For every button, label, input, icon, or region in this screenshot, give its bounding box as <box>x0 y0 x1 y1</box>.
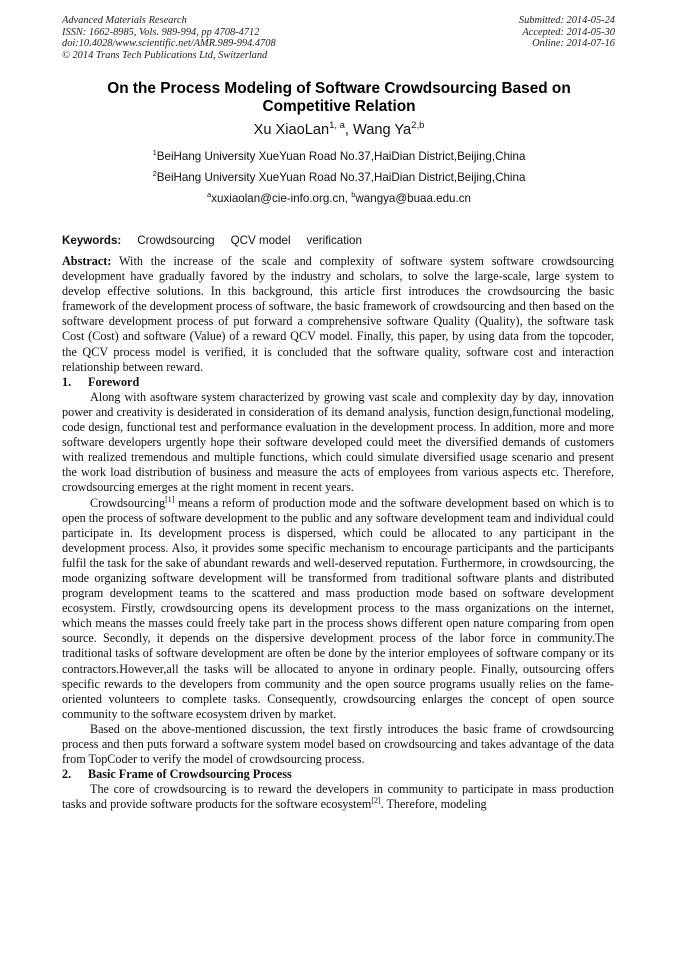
dates-header <box>519 15 615 50</box>
affiliation-2-mark: 2 <box>152 169 157 179</box>
email-a: xuxiaolan@cie-info.org.cn, <box>211 192 352 205</box>
journal-copyright: © 2014 Trans Tech Publications Ltd, Switzerland <box>62 49 268 61</box>
affiliation-2-text: BeiHang University XueYuan Road No.37,HaiDian District,Beijing,China <box>156 171 526 184</box>
author-2-affil-mark: 2,b <box>411 120 425 132</box>
keyword-2: QCV model <box>230 234 291 247</box>
journal-header <box>62 15 276 61</box>
submitted-date: Submitted: 2014-05-24 <box>518 15 615 26</box>
section-1-paragraph-3: Based on the above-mentioned discussion, the text firstly introduces the basic frame of crowdsourcing process and then puts forward a software system model based on crowdsourcing and takes advantage of the data from TopCoder to verify the model of crowdsourcing process. <box>62 721 614 767</box>
author-line <box>60 121 618 139</box>
abstract-text: With the increase of the scale and complexity of software system software crowdsourcing development have gradually favored by the industry and scholars, to solve the large-scale, large system to develop effective solutions. In this background, this article first introduces the crowdsourcing the basic framework of the development process of software, the basic framework of crowdsourcing and then based on the software development process of put forward a comprehensive software Quality (Quality), the software task Cost (Cost) and software (Value) of a reward QCV model. Finally, this paper, by using data from the topcoder, the QCV process model is verified, it is concluded that the software quality, software cost and interaction relationship between reward. <box>62 254 614 374</box>
affiliation-1 <box>60 150 618 164</box>
journal-issn: ISSN: 1662-8985, Vols. 989-994, pp 4708-4712 <box>62 26 260 38</box>
citation-2: [2] <box>371 796 381 806</box>
keywords-label: Keywords: <box>62 234 122 247</box>
section-2-title: Basic Frame of Crowdsourcing Process <box>88 767 292 782</box>
online-date: Online: 2014-07-16 <box>532 38 615 50</box>
section-1-number: 1. <box>62 374 72 389</box>
body-text <box>62 254 614 812</box>
author-1: Xu XiaoLan <box>253 122 330 138</box>
section-1-paragraph-2-rest: means a reform of production mode and the software development based on which is to open the process of software development to the public and any software development team and individual could participate in. Its development process is dispersed, which could be allocated to any participant in the development process. Also, it provides some specific mechanism to encourage participants and the participants fulfil the task for the sake of abundant rewards and well-deserved reputation. Furthermore, in crowdsourcing, the mode organizing software development will be transformed from traditional software plants and distributed program development teams to the scattered and mass production mode based on software development ecosystem. Firstly, crowdsourcing opens its development process to the mass organizations on the internet, which means the masses could freely take part in the process shows different open nature comparing from open source. Secondly, it depends on the dispersive development process of the labor force in community.The traditional tasks of software development are often be done by the interior employees of software company or its contractors.However,all the tasks will be allocated to anyone in ordinary people. Finally, outsourcing offers specific rewards to the developers from community and the open source programs usually relies on the fame-oriented volunteers to complete tasks. Consequently, crowdsourcing enlarges the concept of open source community to the software ecosystem driven by market. <box>62 495 614 721</box>
paper-title <box>60 80 618 116</box>
section-1-paragraph-1: Along with asoftware system characterized by growing vast scale and complexity day by day, innovation power and creativity is desiderated in consideration of its demand analysis, function design,functional modeling, code design, functional test and performance evaluation in the development process. In addition, more and more software developers urgently hope their software developed could meet the diversified demands of customers with realized tremendous and multiple functions, which could simulate diversified usage scenario and present the work load distribution of business and measure the acts of employees from various aspects etc. Therefore, crowdsourcing emerges at the right moment in recent years. <box>62 389 614 495</box>
title-line-1: On the Process Modeling of Software Crowdsourcing Based on <box>107 80 571 97</box>
section-2-heading <box>62 767 614 782</box>
keyword-1: Crowdsourcing <box>137 234 215 247</box>
email-b: wangya@buaa.edu.cn <box>355 192 471 205</box>
affiliation-1-text: BeiHang University XueYuan Road No.37,HaiDian District,Beijing,China <box>156 150 526 163</box>
author-1-affil-mark: 1, a <box>329 120 345 132</box>
email-b-mark: b <box>351 190 356 200</box>
abstract-paragraph <box>62 254 614 375</box>
affiliation-2 <box>60 171 618 185</box>
title-line-2: Competitive Relation <box>262 98 416 115</box>
keyword-3: verification <box>306 234 362 247</box>
section-1-paragraph-2 <box>62 496 614 722</box>
journal-name: Advanced Materials Research <box>62 15 187 26</box>
section-1-paragraph-2-start: Crowdsourcing <box>90 495 166 510</box>
section-2-paragraph-1-rest: . Therefore, modeling <box>380 797 487 812</box>
citation-1: [1] <box>165 494 175 504</box>
email-a-mark: a <box>207 190 212 200</box>
author-emails <box>60 192 618 206</box>
keywords-line <box>62 234 362 248</box>
abstract-label: Abstract: <box>62 254 112 268</box>
affiliation-1-mark: 1 <box>152 148 157 158</box>
section-2-paragraph-1 <box>62 782 614 812</box>
accepted-date: Accepted: 2014-05-30 <box>522 26 615 38</box>
section-1-title: Foreword <box>88 374 140 389</box>
author-separator: , <box>344 122 354 138</box>
section-1-heading <box>62 375 614 390</box>
section-2-paragraph-1-start: The core of crowdsourcing is to reward the developers in community to participate in mass production tasks and provide software products for the software ecosystem <box>62 782 614 812</box>
journal-doi: doi:10.4028/www.scientific.net/AMR.989-994.4708 <box>62 38 276 50</box>
section-2-number: 2. <box>62 767 72 782</box>
author-2: Wang Ya <box>353 122 412 138</box>
